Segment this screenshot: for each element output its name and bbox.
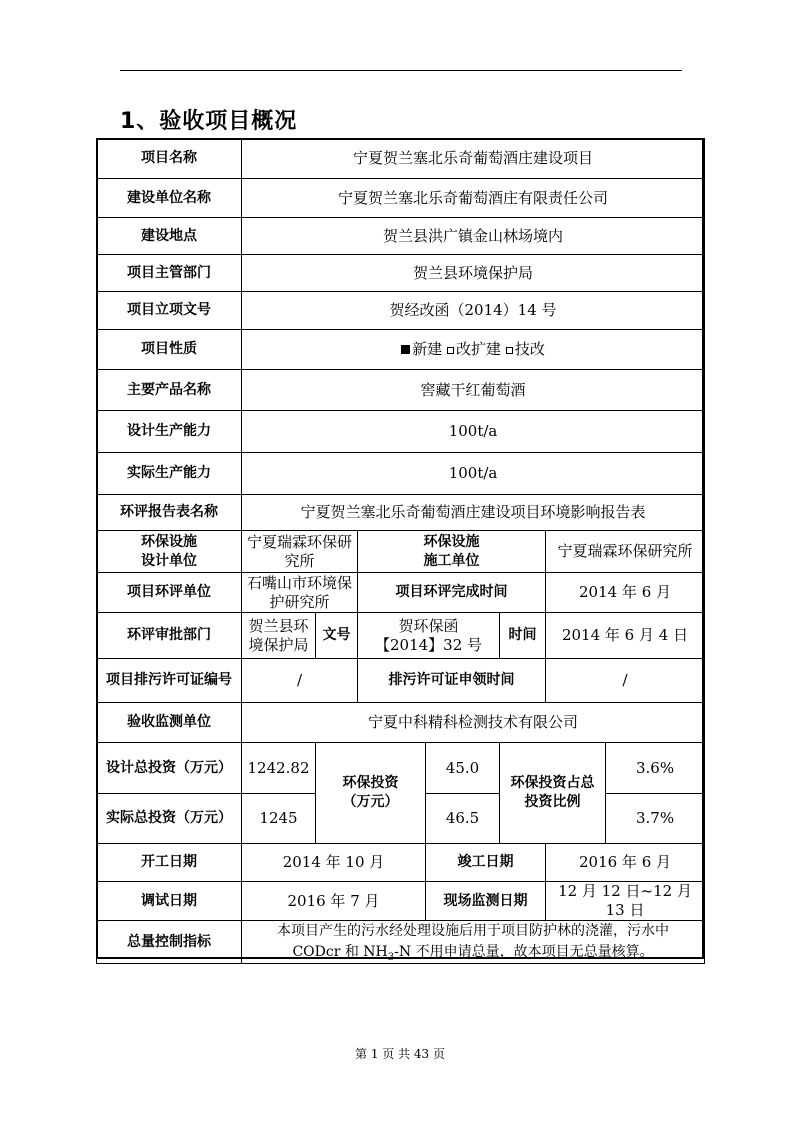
value-approval-doc: 贺经改函（2014）14 号 xyxy=(242,292,705,330)
value-env-ratio-design: 3.6% xyxy=(606,743,705,794)
value-design-capacity: 100t/a xyxy=(242,411,705,453)
checked-box-icon xyxy=(401,345,410,354)
value-monitor-date: 12 月 12 日~12 月 13 日 xyxy=(546,882,705,921)
label-design-capacity: 设计生产能力 xyxy=(97,411,242,453)
label-approval-doc: 项目立项文号 xyxy=(97,292,242,330)
control-subscript: 3 xyxy=(387,951,395,963)
label-start-date: 开工日期 xyxy=(97,844,242,882)
label-eia-report: 环评报告表名称 xyxy=(97,495,242,531)
label-line: 环保设施 xyxy=(423,533,480,550)
label-line: 投资比例 xyxy=(524,794,581,810)
label-monitor-date: 现场监测日期 xyxy=(426,882,546,921)
label-doc-no: 文号 xyxy=(316,613,358,659)
table-row xyxy=(97,703,705,743)
table-row xyxy=(97,292,705,330)
control-line-2a: CODcr 和 NH xyxy=(292,944,388,960)
table-row xyxy=(97,921,705,964)
value-eia-time: 2014 年 6 月 xyxy=(546,573,705,613)
value-env-design: 宁夏瑞霖环保研究所 xyxy=(242,531,358,573)
table-row xyxy=(97,370,705,411)
table-row xyxy=(97,495,705,531)
table-row xyxy=(97,659,705,703)
label-permit-time: 排污许可证申领时间 xyxy=(358,659,546,703)
label-time: 时间 xyxy=(500,613,546,659)
label-env-design xyxy=(97,531,242,573)
label-eia-time: 项目环评完成时间 xyxy=(358,573,546,613)
unchecked-box-icon xyxy=(506,347,513,354)
table-row xyxy=(97,573,705,613)
value-eia-approval: 贺兰县环境保护局 xyxy=(242,613,316,659)
label-control: 总量控制指标 xyxy=(97,921,242,964)
label-line: 施工单位 xyxy=(423,552,480,569)
label-eia-unit: 项目环评单位 xyxy=(97,573,242,613)
label-authority: 项目主管部门 xyxy=(97,255,242,292)
table-row xyxy=(97,255,705,292)
value-design-investment: 1242.82 xyxy=(242,743,316,794)
table-row xyxy=(97,330,705,370)
value-location: 贺兰县洪广镇金山林场境内 xyxy=(242,218,705,255)
value-eia-report: 宁夏贺兰塞北乐奇葡萄酒庄建设项目环境影响报告表 xyxy=(242,495,705,531)
label-finish-date: 竣工日期 xyxy=(426,844,546,882)
value-eia-unit: 石嘴山市环境保护研究所 xyxy=(242,573,358,613)
value-authority: 贺兰县环境保护局 xyxy=(242,255,705,292)
table-row xyxy=(97,844,705,882)
table-row xyxy=(97,218,705,255)
table-row xyxy=(97,179,705,218)
label-design-investment: 设计总投资（万元） xyxy=(97,743,242,794)
label-line: 环保投资 xyxy=(342,775,399,791)
value-actual-investment: 1245 xyxy=(242,794,316,844)
label-eia-approval: 环评审批部门 xyxy=(97,613,242,659)
label-product: 主要产品名称 xyxy=(97,370,242,411)
table-row xyxy=(97,139,705,179)
table-row xyxy=(97,411,705,453)
label-permit: 项目排污许可证编号 xyxy=(97,659,242,703)
value-permit: / xyxy=(242,659,358,703)
option-expand: 改扩建 xyxy=(456,340,502,358)
label-actual-capacity: 实际生产能力 xyxy=(97,453,242,495)
page-footer: 第 1 页 共 43 页 xyxy=(355,1047,445,1061)
control-line-2b: -N 不用申请总量，故本项目无总量核算。 xyxy=(394,944,654,960)
label-builder: 建设单位名称 xyxy=(97,179,242,218)
table-row xyxy=(97,453,705,495)
value-env-investment-actual: 46.5 xyxy=(426,794,500,844)
value-monitor: 宁夏中科精科检测技术有限公司 xyxy=(242,703,705,743)
table-row xyxy=(97,613,705,659)
label-env-ratio xyxy=(500,743,606,844)
option-tech: 技改 xyxy=(514,340,545,358)
control-line-1: 本项目产生的污水经处理设施后用于项目防护林的浇灌，污水中 xyxy=(277,923,670,939)
value-env-investment-design: 45.0 xyxy=(426,743,500,794)
value-nature xyxy=(242,330,705,370)
label-project-name: 项目名称 xyxy=(97,139,242,179)
value-env-ratio-actual: 3.7% xyxy=(606,794,705,844)
doc-no-line: 【2014】32 号 xyxy=(374,635,483,654)
unchecked-box-icon xyxy=(447,347,454,354)
doc-no-line: 贺环保函 xyxy=(398,616,459,635)
label-line: 环保投资占总 xyxy=(510,775,595,791)
table-row xyxy=(97,531,705,573)
label-line: 设计单位 xyxy=(141,552,197,569)
label-line: （万元） xyxy=(342,794,399,810)
value-debug-date: 2016 年 7 月 xyxy=(242,882,426,921)
label-env-investment xyxy=(316,743,426,844)
value-permit-time: / xyxy=(546,659,705,703)
header-rule xyxy=(120,70,682,71)
label-env-construct xyxy=(358,531,546,573)
value-builder: 宁夏贺兰塞北乐奇葡萄酒庄有限责任公司 xyxy=(242,179,705,218)
label-location: 建设地点 xyxy=(97,218,242,255)
project-overview-table xyxy=(96,138,705,964)
value-finish-date: 2016 年 6 月 xyxy=(546,844,705,882)
value-project-name: 宁夏贺兰塞北乐奇葡萄酒庄建设项目 xyxy=(242,139,705,179)
value-actual-capacity: 100t/a xyxy=(242,453,705,495)
value-control xyxy=(242,921,705,964)
label-monitor: 验收监测单位 xyxy=(97,703,242,743)
table-row xyxy=(97,882,705,921)
value-doc-no xyxy=(358,613,500,659)
label-debug-date: 调试日期 xyxy=(97,882,242,921)
value-start-date: 2014 年 10 月 xyxy=(242,844,426,882)
label-line: 环保设施 xyxy=(141,533,197,550)
label-actual-investment: 实际总投资（万元） xyxy=(97,794,242,844)
value-env-construct: 宁夏瑞霖环保研究所 xyxy=(546,531,705,573)
label-nature: 项目性质 xyxy=(97,330,242,370)
section-title: 1、验收项目概况 xyxy=(120,109,298,134)
option-new: 新建 xyxy=(412,340,443,358)
value-product: 窖藏干红葡萄酒 xyxy=(242,370,705,411)
value-time: 2014 年 6 月 4 日 xyxy=(546,613,705,659)
table-row xyxy=(97,743,705,794)
